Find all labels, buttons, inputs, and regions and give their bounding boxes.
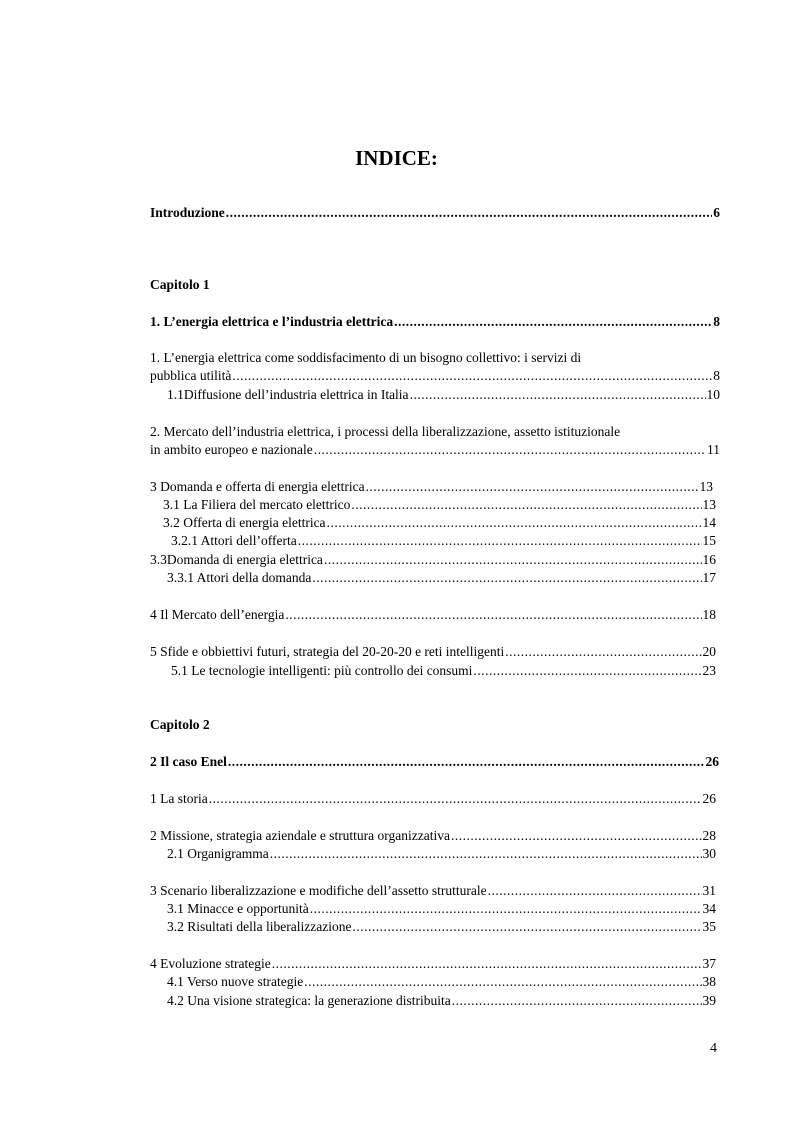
leader-dots: [314, 441, 706, 459]
toc-entry-text: 1. L’energia elettrica e l’industria elettrica: [150, 314, 394, 329]
toc-entry-4-1[interactable]: [167, 973, 716, 991]
toc-entry-3-2-risultati[interactable]: [167, 918, 716, 936]
leader-dots: [270, 845, 702, 863]
toc-entry-text: 2 Il caso Enel: [150, 754, 227, 769]
leader-dots: [312, 569, 701, 587]
toc-entry-page: 13: [699, 479, 713, 494]
toc-entry-text: 2 Missione, strategia aziendale e struttura organizzativa: [150, 828, 451, 843]
toc-entry-page: 28: [702, 828, 716, 843]
toc-entry-page: 30: [702, 846, 716, 861]
leader-dots: [226, 204, 712, 222]
toc-entry-text: in ambito europeo e nazionale: [150, 442, 313, 457]
toc-entry-4[interactable]: [150, 606, 716, 624]
toc-entry-page: 17: [702, 570, 716, 585]
toc-entry-text: pubblica utilità: [150, 368, 232, 383]
leader-dots: [452, 992, 702, 1010]
toc-entry-3[interactable]: [150, 478, 713, 496]
toc-entry-missione[interactable]: [150, 827, 716, 845]
leader-dots: [298, 532, 702, 550]
toc-entry-3-1[interactable]: [163, 496, 716, 514]
toc-entry-page: 26: [705, 754, 719, 769]
leader-dots: [352, 918, 701, 936]
toc-entry-page: 31: [702, 883, 716, 898]
leader-dots: [351, 496, 701, 514]
chapter-heading-2: Capitolo 2: [150, 717, 210, 732]
toc-entry-text: 4.2 Una visione strategica: la generazione distribuita: [167, 993, 451, 1008]
toc-entry-3-3[interactable]: [150, 551, 716, 569]
toc-entry-text: 5 Sfide e obbiettivi futuri, strategia del 20-20-20 e reti intelligenti: [150, 644, 505, 659]
leader-dots: [451, 827, 701, 845]
toc-entry-la-storia[interactable]: [150, 790, 716, 808]
toc-entry-5[interactable]: [150, 643, 716, 661]
toc-entry-text: 3 Scenario liberalizzazione e modifiche dell’assetto strutturale: [150, 883, 487, 898]
toc-entry-page: 14: [702, 515, 716, 530]
leader-dots: [473, 662, 701, 680]
page-number: 4: [710, 1041, 717, 1056]
toc-entry-page: 8: [713, 368, 720, 383]
leader-dots: [488, 882, 702, 900]
toc-entry-text: 3.2.1 Attori dell’offerta: [171, 533, 297, 548]
toc-entry-page: 11: [707, 442, 720, 457]
toc-entry-text: 1 La storia: [150, 791, 208, 806]
toc-entry-page: 39: [702, 993, 716, 1008]
toc-entry-text: 3.3Domanda di energia elettrica: [150, 552, 323, 567]
toc-entry-page: 38: [702, 974, 716, 989]
toc-entry-servizi-pubblica-utilita[interactable]: [150, 367, 720, 385]
toc-entry-text: 3.2 Offerta di energia elettrica: [163, 515, 326, 530]
toc-entry-page: 23: [702, 663, 716, 678]
toc-entry-text: 2.1 Organigramma: [167, 846, 269, 861]
toc-entry-cap2-main[interactable]: [150, 753, 719, 771]
leader-dots: [327, 514, 702, 532]
toc-entry-introduzione[interactable]: [150, 204, 720, 222]
toc-entry-mercato-industria[interactable]: [150, 441, 720, 459]
toc-entry-page: 37: [702, 956, 716, 971]
chapter-heading-1: Capitolo 1: [150, 277, 210, 292]
toc-entry-5-1[interactable]: [171, 662, 716, 680]
toc-entry-text: 5.1 Le tecnologie intelligenti: più controllo dei consumi: [171, 663, 473, 678]
toc-entry-page: 8: [713, 314, 720, 329]
toc-entry-cap1-main[interactable]: [150, 313, 720, 331]
toc-entry-page: 34: [702, 901, 716, 916]
toc-entry-text-line1: 1. L’energia elettrica come soddisfacimento di un bisogno collettivo: i servizi di: [150, 350, 582, 365]
toc-entry-evoluzione[interactable]: [150, 955, 716, 973]
toc-entry-text: 3 Domanda e offerta di energia elettrica: [150, 479, 365, 494]
leader-dots: [209, 790, 702, 808]
leader-dots: [228, 753, 705, 771]
toc-entry-3-2-1[interactable]: [171, 532, 716, 550]
toc-entry-page: 16: [702, 552, 716, 567]
leader-dots: [232, 367, 712, 385]
leader-dots: [324, 551, 702, 569]
toc-entry-scenario[interactable]: [150, 882, 716, 900]
toc-entry-text: 3.2 Risultati della liberalizzazione: [167, 919, 352, 934]
toc-entry-page: 18: [702, 607, 716, 622]
leader-dots: [410, 386, 706, 404]
toc-entry-text: 1.1Diffusione dell’industria elettrica in Italia: [167, 387, 409, 402]
toc-entry-text: 4 Evoluzione strategie: [150, 956, 271, 971]
toc-entry-page: 20: [702, 644, 716, 659]
leader-dots: [505, 643, 701, 661]
toc-entry-3-2[interactable]: [163, 514, 716, 532]
leader-dots: [394, 313, 712, 331]
page-title: INDICE:: [355, 146, 438, 170]
leader-dots: [310, 900, 702, 918]
leader-dots: [304, 973, 701, 991]
toc-entry-page: 13: [702, 497, 716, 512]
leader-dots: [272, 955, 702, 973]
toc-entry-text: 3.1 Minacce e opportunità: [167, 901, 309, 916]
toc-entry-text: 3.3.1 Attori della domanda: [167, 570, 312, 585]
toc-entry-text: 4.1 Verso nuove strategie: [167, 974, 304, 989]
toc-entry-page: 15: [702, 533, 716, 548]
toc-entry-3-1-minacce[interactable]: [167, 900, 716, 918]
toc-entry-4-2[interactable]: [167, 992, 716, 1010]
leader-dots: [366, 478, 699, 496]
leader-dots: [285, 606, 701, 624]
toc-entry-page: 26: [702, 791, 716, 806]
toc-entry-page: 10: [706, 387, 720, 402]
toc-entry-text: 4 Il Mercato dell’energia: [150, 607, 285, 622]
toc-entry-2-1[interactable]: [167, 845, 716, 863]
toc-entry-page: 6: [713, 205, 720, 220]
toc-entry-3-3-1[interactable]: [167, 569, 716, 587]
toc-entry-text: Introduzione: [150, 205, 225, 220]
toc-entry-text-line1: 2. Mercato dell’industria elettrica, i processi della liberalizzazione, assetto istituzionale: [150, 424, 621, 439]
toc-entry-text: 3.1 La Filiera del mercato elettrico: [163, 497, 351, 512]
toc-entry-1-1[interactable]: [167, 386, 720, 404]
toc-entry-page: 35: [702, 919, 716, 934]
